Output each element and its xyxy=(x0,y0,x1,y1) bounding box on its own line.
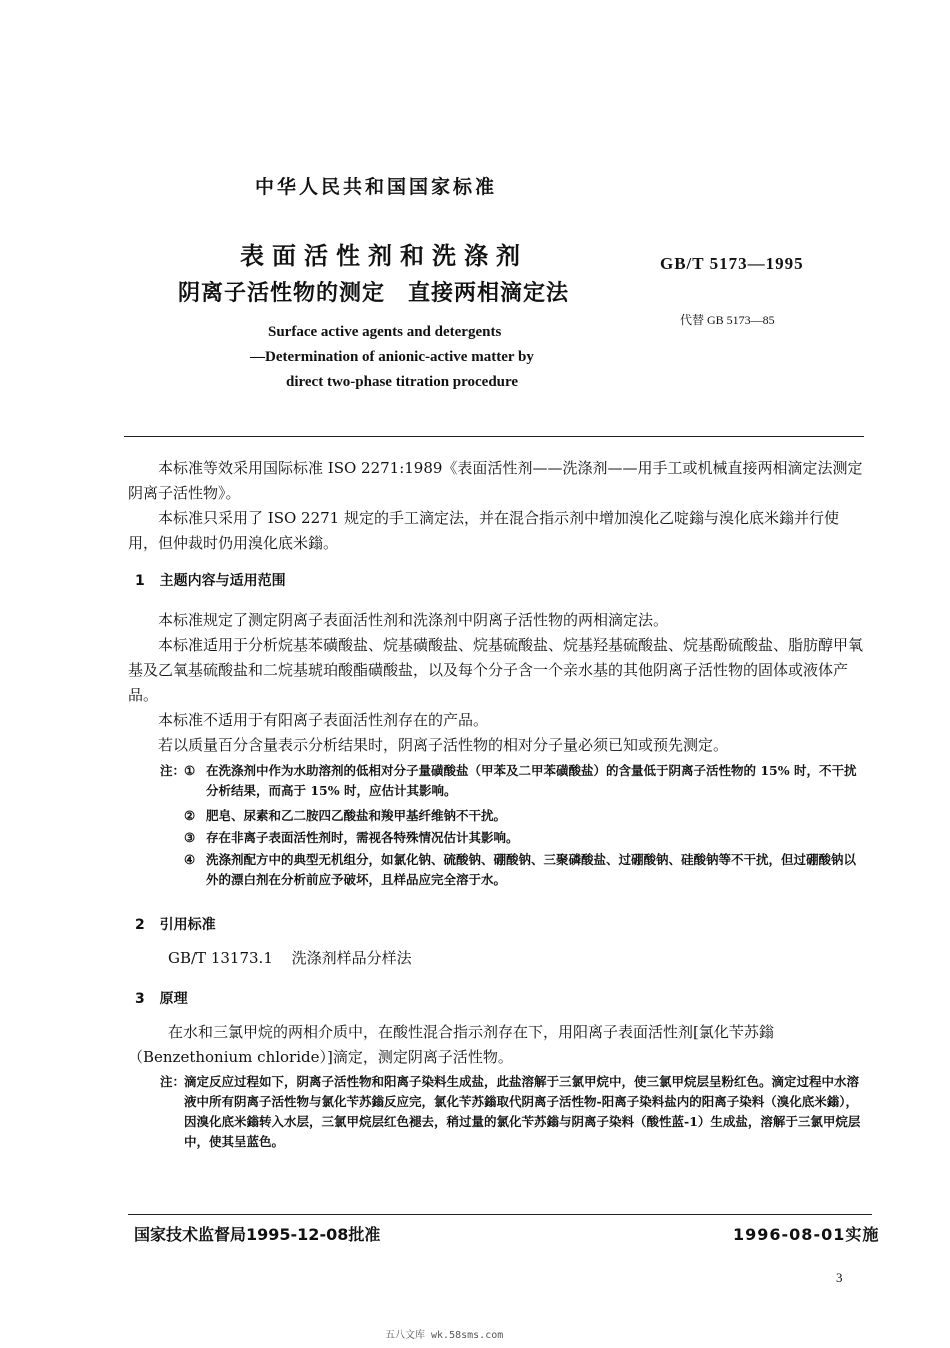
reference-standard xyxy=(168,946,412,971)
footer-divider xyxy=(128,1214,872,1215)
note-3-text: 存在非离子表面活性剂时，需视各特殊情况估计其影响。 xyxy=(206,830,519,845)
title-en-line3: direct two-phase titration procedure xyxy=(286,374,519,390)
section-3-note-label: 注： xyxy=(160,1074,186,1089)
effective-date: 1996-08-01实施 xyxy=(733,1225,880,1244)
section-3-note-text: 滴定反应过程如下，阴离子活性物和阳离子染料生成盐，此盐溶解于三氯甲烷中，使三氯甲烷层呈粉红色。滴定过程中水溶液中所有阴离子活性物与氯化苄苏鎓反应完，氯化苄苏鎓取代阴离子活性物-阳离子染料盐内的阳离子染料（溴化底米鎓），因溴化底米鎓转入水层，三氯甲烷层红色褪去，稍过量的氯化苄苏鎓与阴离子染料（酸性蓝-1）生成盐，溶解于三氯甲烷层中，使其呈蓝色。 xyxy=(184,1074,861,1149)
section-3-heading xyxy=(135,988,188,1008)
section-1-paragraph-2: 本标准适用于分析烷基苯磺酸盐、烷基磺酸盐、烷基硫酸盐、烷基羟基硫酸盐、烷基酚硫酸盐、脂肪醇甲氧基及乙氧基硫酸盐和二烷基琥珀酸酯磺酸盐，以及每个分子含一个亲水基的其他阴离子活性物的固体或液体产品。 xyxy=(128,636,864,704)
country-standard-title: 中华人民共和国国家标准 xyxy=(255,176,498,198)
section-1-paragraph-4: 若以质量百分含量表示分析结果时，阴离子活性物的相对分子量必须已知或预先测定。 xyxy=(158,736,729,754)
section-1-heading xyxy=(135,570,286,590)
title-en-line2: —Determination of anionic-active matter by xyxy=(250,349,534,365)
header-divider xyxy=(124,436,864,437)
section-3-number: 3 xyxy=(135,991,145,1007)
title-en-line1: Surface active agents and detergents xyxy=(268,324,502,340)
section-3-paragraph-1: 在水和三氯甲烷的两相介质中，在酸性混合指示剂存在下，用阳离子表面活性剂[氯化苄苏鎓（Benzethonium chloride）]滴定，测定阴离子活性物。 xyxy=(128,1023,774,1066)
note-4-marker: ④ xyxy=(184,852,196,867)
page-number: 3 xyxy=(836,1270,843,1285)
section-1-paragraph-3: 本标准不适用于有阳离子表面活性剂存在的产品。 xyxy=(158,711,489,729)
note-3-marker: ③ xyxy=(184,830,196,845)
reference-title: 洗涤剂样品分样法 xyxy=(291,949,412,967)
intro-paragraph-1: 本标准等效采用国际标准 ISO 2271:1989《表面活性剂——洗涤剂——用手工或机械直接两相滴定法测定阴离子活性物》。 xyxy=(128,459,863,502)
note-1-text: 在洗涤剂中作为水助溶剂的低相对分子量磺酸盐（甲苯及二甲苯磺酸盐）的含量低于阴离子活性物的 15% 时，不干扰分析结果，而高于 15% 时，应估计其影响。 xyxy=(206,763,857,798)
title-cn-line1: 表面活性剂和洗涤剂 xyxy=(240,242,528,270)
section-1-note-label: 注： xyxy=(160,763,186,778)
watermark-text: 五八文库 wk.58sms.com xyxy=(385,1330,504,1341)
section-1-title: 主题内容与适用范围 xyxy=(159,573,286,589)
approval-statement: 国家技术监督局1995-12-08批准 xyxy=(134,1225,381,1244)
note-1-marker: ① xyxy=(184,763,196,778)
section-1-number: 1 xyxy=(135,573,145,589)
note-2-marker: ② xyxy=(184,808,196,823)
section-3-title: 原理 xyxy=(159,991,188,1007)
standard-number: GB/T 5173—1995 xyxy=(660,254,804,273)
reference-code: GB/T 13173.1 xyxy=(168,949,273,967)
section-2-number: 2 xyxy=(135,917,145,933)
section-2-title: 引用标准 xyxy=(159,917,216,933)
note-4-text: 洗涤剂配方中的典型无机组分，如氯化钠、硫酸钠、硼酸钠、三聚磷酸盐、过硼酸钠、硅酸钠等不干扰，但过硼酸钠以外的漂白剂在分析前应予破坏，且样品应完全溶于水。 xyxy=(206,852,857,887)
note-2-text: 肥皂、尿素和乙二胺四乙酸盐和羧甲基纤维钠不干扰。 xyxy=(206,808,507,823)
section-1-paragraph-1: 本标准规定了测定阴离子表面活性剂和洗涤剂中阴离子活性物的两相滴定法。 xyxy=(158,611,669,629)
section-2-heading xyxy=(135,914,216,934)
intro-paragraph-2: 本标准只采用了 ISO 2271 规定的手工滴定法，并在混合指示剂中增加溴化乙啶鎓与溴化底米鎓并行使用，但仲裁时仍用溴化底米鎓。 xyxy=(128,509,839,552)
replaces-standard: 代替 GB 5173—85 xyxy=(680,313,775,327)
title-cn-line2: 阴离子活性物的测定 直接两相滴定法 xyxy=(178,281,570,306)
